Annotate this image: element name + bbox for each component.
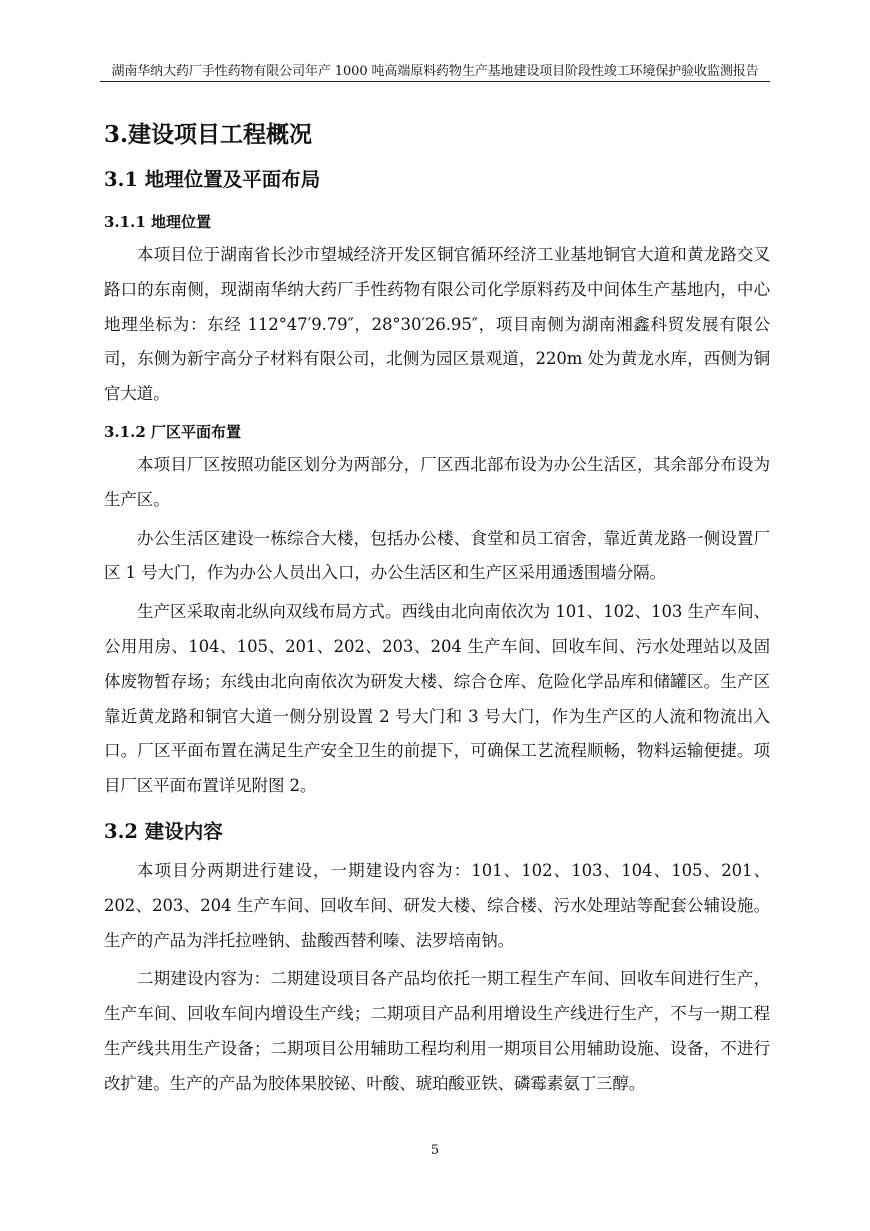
page-body: [104, 114, 770, 1102]
paragraph-phase-two: 二期建设内容为：二期建设项目各产品均依托一期工程生产车间、回收车间进行生产，生产车间、回收车间内增设生产线；二期项目产品利用增设生产线进行生产，不与一期工程生产线共用生产设备；二期项目公用辅助工程均利用一期项目公用辅助设施、设备，不进行改扩建。生产的产品为胶体果胶铋、叶酸、琥珀酸亚铁、磷霉素氨丁三醇。: [104, 969, 770, 1093]
section-title: 3.建设项目工程概况: [104, 121, 313, 148]
subsubsection-title-3-1-1: 3.1.1 地理位置: [104, 213, 211, 231]
paragraph-production-area: 生产区采取南北纵向双线布局方式。西线由北向南依次为 101、102、103 生产车间、公用用房、104、105、201、202、203、204 生产车间、回收车间、污水处理站以及固体废物暂存场；东线由北向南依次为研发大楼、综合仓库、危险化学品库和储罐区。生产区靠近黄龙路和铜官大道一侧分别设置 2 号大门和 3 号大门，作为生产区的人流和物流出入口。厂区平面布置在满足生产安全卫生的前提下，可确保工艺流程顺畅，物料运输便捷。项目厂区平面布置详见附图 2。: [104, 602, 770, 796]
paragraph-geographic-location: 本项目位于湖南省长沙市望城经济开发区铜官循环经济工业基地铜官大道和黄龙路交叉路口的东南侧，现湖南华纳大药厂手性药物有限公司化学原料药及中间体生产基地内，中心地理坐标为：东经 112°47′9.79″，28°30′26.95″，项目南侧为湖南湘鑫科贸发展有限公司，东侧为新宇高分子材料有限公司，北侧为园区景观道，220m 处为黄龙水库，西侧为铜官大道。: [104, 245, 770, 404]
paragraph-layout-overview: 本项目厂区按照功能区划分为两部分，厂区西北部布设为办公生活区，其余部分布设为生产区。: [104, 454, 770, 509]
running-header: 湖南华纳大药厂手性药物有限公司年产 1000 吨高端原料药物生产基地建设项目阶段性竣工环境保护验收监测报告: [111, 64, 759, 79]
header-rule: [100, 81, 770, 82]
paragraph-phase-one: 本项目分两期进行建设，一期建设内容为：101、102、103、104、105、201、202、203、204 生产车间、回收车间、研发大楼、综合楼、污水处理站等配套公辅设施。生产的产品为泮托拉唑钠、盐酸西替利嗪、法罗培南钠。: [104, 860, 770, 950]
subsubsection-title-3-1-2: 3.1.2 厂区平面布置: [104, 422, 241, 441]
page-number: 5: [430, 1143, 440, 1158]
paragraph-office-area: 办公生活区建设一栋综合大楼，包括办公楼、食堂和员工宿舍，靠近黄龙路一侧设置厂区 1 号大门，作为办公人员出入口，办公生活区和生产区采用通透围墙分隔。: [104, 528, 770, 583]
subsection-title-3-1: 3.1 地理位置及平面布局: [104, 168, 321, 191]
subsection-title-3-2: 3.2 建设内容: [104, 819, 223, 843]
